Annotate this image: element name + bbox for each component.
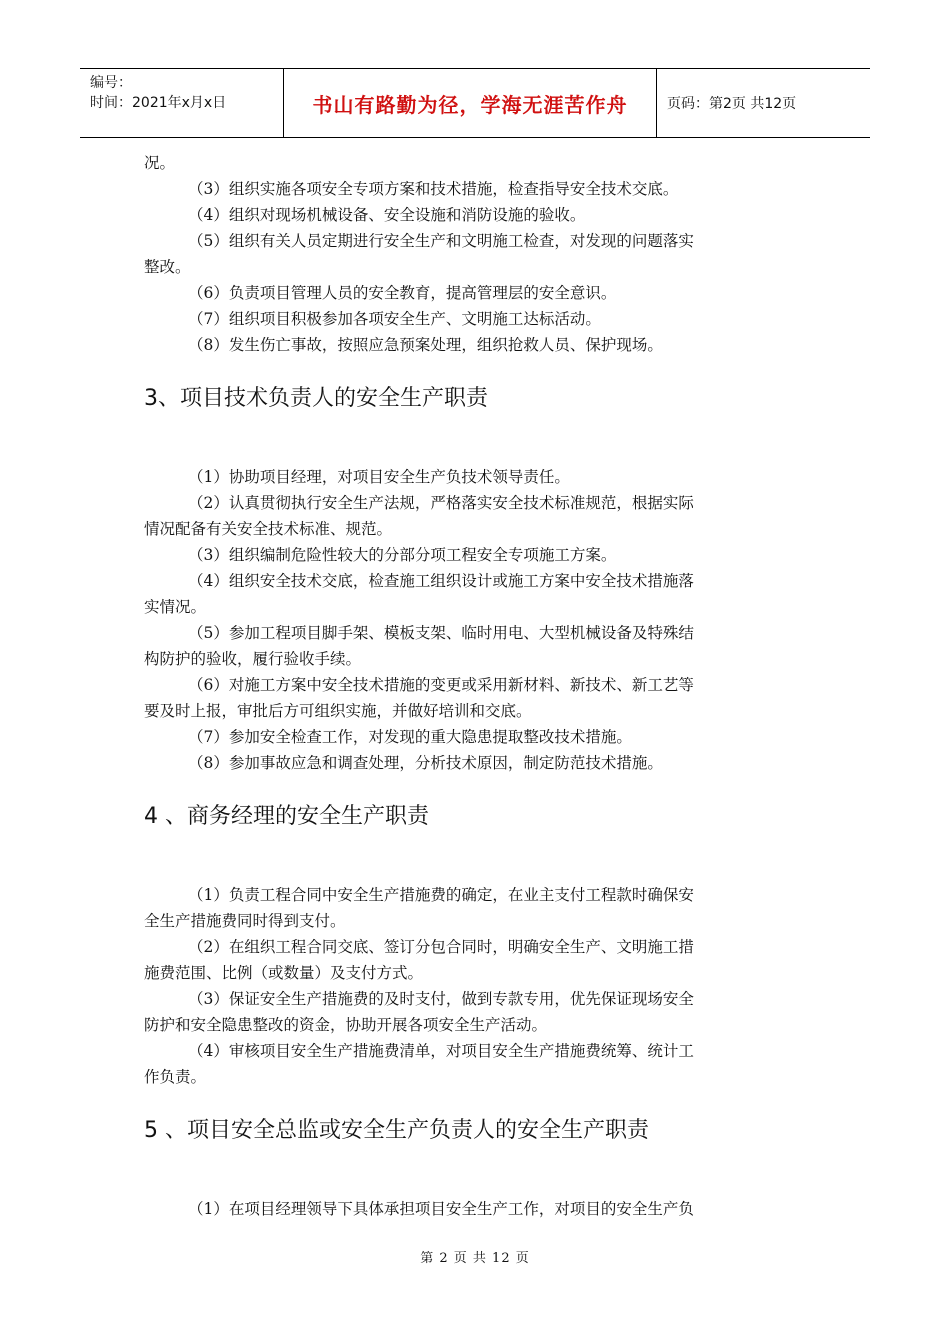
- paragraph-line: （3）保证安全生产措施费的及时支付，做到专款专用，优先保证现场安全: [188, 990, 694, 1008]
- paragraph-line: 整改。: [144, 258, 191, 276]
- paragraph-line: （7）参加安全检查工作，对发现的重大隐患提取整改技术措施。: [188, 728, 632, 746]
- paragraph-line: 构防护的验收，履行验收手续。: [144, 650, 362, 668]
- document-number-label: 编号：: [90, 75, 132, 91]
- section-heading: 4 、商务经理的安全生产职责: [144, 804, 429, 829]
- paragraph-line: （4）组织对现场机械设备、安全设施和消防设施的验收。: [188, 206, 586, 224]
- paragraph-line: 实情况。: [144, 598, 207, 616]
- header-meta: [80, 69, 283, 137]
- document-body: [144, 150, 810, 1222]
- paragraph-line: （2）在组织工程合同交底、签订分包合同时，明确安全生产、文明施工措: [188, 938, 694, 956]
- page-header: [80, 68, 870, 138]
- paragraph-line: 情况配备有关安全技术标准、规范。: [144, 520, 393, 538]
- paragraph-line: （2）认真贯彻执行安全生产法规，严格落实安全技术标准规范，根据实际: [188, 494, 694, 512]
- document-date: 时间：2021年x月x日: [90, 95, 227, 111]
- paragraph-line: （5）参加工程项目脚手架、模板支架、临时用电、大型机械设备及特殊结: [188, 624, 694, 642]
- paragraph-line: （7）组织项目积极参加各项安全生产、文明施工达标活动。: [188, 310, 601, 328]
- paragraph-line: 施费范围、比例（或数量）及支付方式。: [144, 964, 424, 982]
- paragraph-line: 要及时上报，审批后方可组织实施，并做好培训和交底。: [144, 702, 532, 720]
- paragraph-line: 防护和安全隐患整改的资金，协助开展各项安全生产活动。: [144, 1016, 548, 1034]
- paragraph-line: （5）组织有关人员定期进行安全生产和文明施工检查，对发现的问题落实: [188, 232, 694, 250]
- page-footer: 第 2 页 共 12 页: [420, 1251, 530, 1266]
- section-heading: 5 、项目安全总监或安全生产负责人的安全生产职责: [144, 1118, 649, 1143]
- paragraph-line: （6）对施工方案中安全技术措施的变更或采用新材料、新技术、新工艺等: [188, 676, 694, 694]
- paragraph-line: （3）组织编制危险性较大的分部分项工程安全专项施工方案。: [188, 546, 617, 564]
- paragraph-line: 况。: [144, 154, 176, 172]
- paragraph-line: （6）负责项目管理人员的安全教育，提高管理层的安全意识。: [188, 284, 617, 302]
- paragraph-line: （3）组织实施各项安全专项方案和技术措施，检查指导安全技术交底。: [188, 180, 679, 198]
- section-heading: 3、项目技术负责人的安全生产职责: [144, 386, 488, 411]
- paragraph-line: （1）负责工程合同中安全生产措施费的确定，在业主支付工程款时确保安: [188, 886, 694, 904]
- paragraph-line: （1）协助项目经理，对项目安全生产负技术领导责任。: [188, 468, 570, 486]
- paragraph-line: （1）在项目经理领导下具体承担项目安全生产工作，对项目的安全生产负: [188, 1200, 694, 1218]
- paragraph-line: （4）审核项目安全生产措施费清单，对项目安全生产措施费统筹、统计工: [188, 1042, 694, 1060]
- paragraph-line: 全生产措施费同时得到支付。: [144, 912, 346, 930]
- paragraph-line: （8）发生伤亡事故，按照应急预案处理，组织抢救人员、保护现场。: [188, 336, 663, 354]
- header-motto: 书山有路勤为径，学海无涯苦作舟: [283, 69, 657, 137]
- paragraph-line: （8）参加事故应急和调查处理，分析技术原因，制定防范技术措施。: [188, 754, 663, 772]
- header-page-info: 页码：第2页 共12页: [667, 96, 797, 112]
- paragraph-line: （4）组织安全技术交底，检查施工组织设计或施工方案中安全技术措施落: [188, 572, 694, 590]
- paragraph-line: 作负责。: [144, 1068, 207, 1086]
